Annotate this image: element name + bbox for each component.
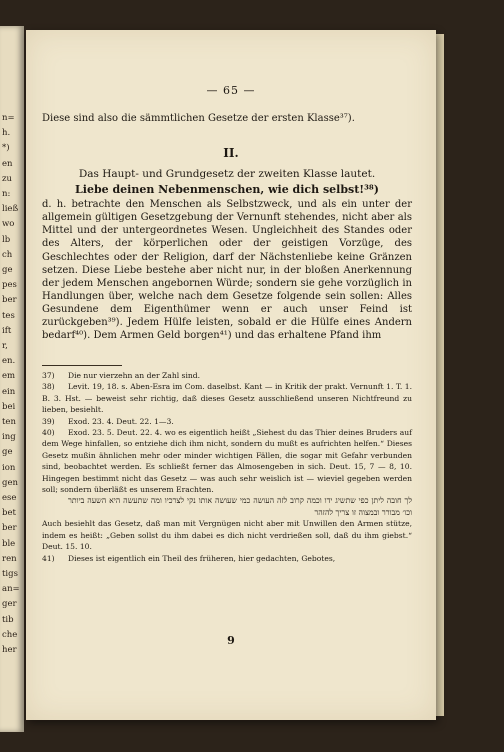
facing-page-fragment: ion <box>2 462 16 473</box>
facing-page-fragment: *) <box>2 143 10 154</box>
facing-page-fragment: ge <box>2 265 13 275</box>
page-number: — 65 — <box>206 84 256 97</box>
facing-page-fragment: ing <box>2 432 16 443</box>
footnote: 38) Levit. 19, 18. s. Aben-Esra im Com. daselbst. Kant — in Kritik der prakt. Vernunft 1. T. 1. B. 3. Hst. — beweist sehr richtig, daß dieses Gesetz ausschließend unseren Nichtfreund zu lieben, besiehlt. <box>42 382 412 415</box>
facing-page-fragment: lb <box>2 234 11 245</box>
facing-page-fragment: n: <box>2 189 11 199</box>
footnotes <box>42 370 412 564</box>
footnote: 37) Die nur vierzehn an der Zahl sind. <box>42 371 201 380</box>
facing-page-fragment: pes <box>2 280 17 291</box>
facing-page-fragment: her <box>2 645 17 655</box>
facing-page-fragment: tes <box>2 310 15 321</box>
footnote: 40) Exod. 23. 5. Deut. 22. 4. wo es eigentlich heißt „Siehest du das Thier deines Bruders auf dem Wege hinfallen, so entziehe dich ihm nicht, sondern du mußt es aufrichten helfen.“ Dieses Gesetz mußin ähnlichen mehr oder minder wichtigen Fällen, die sogar mit Gefahr verbunden sind, beobachtet werden. Es schließt ferner das Almosengeben in sich. Deut. 15, 7 — 8, 10. Hingegen bestimmt nicht das Gesetz — was auch sehr weislich ist — wieviel gegeben werden soll; sondern überläßt es unserem Erachten. <box>42 428 412 495</box>
footnote: 41) Dieses ist eigentlich ein Theil des früheren, hier gedachten, Gebotes, <box>42 553 336 563</box>
facing-page-fragment: ese <box>2 493 17 503</box>
facing-page-fragment: ließ <box>2 204 19 215</box>
facing-page-fragment: r, <box>2 341 8 351</box>
facing-page-fragment: bei <box>2 401 16 412</box>
motto: Liebe deinen Nebenmenschen, wie dich selbst!³⁸) <box>75 183 379 197</box>
facing-page-fragment: ber <box>2 295 17 306</box>
facing-page-fragment: tib <box>2 614 14 625</box>
signature-mark: 9 <box>227 634 235 647</box>
page-edge <box>436 34 444 716</box>
facing-page-fragment: em <box>2 371 16 382</box>
facing-page-fragment: gen <box>2 477 18 488</box>
intro-line: Diese sind also die sämmtlichen Gesetze der ersten Klasse³⁷). <box>42 113 355 124</box>
facing-page-fragment: h. <box>2 128 11 139</box>
main-text <box>42 168 412 342</box>
facing-page-fragment: ber <box>2 523 17 534</box>
subtitle: Das Haupt- und Grundgesetz der zweiten Klasse lautet. <box>78 168 376 180</box>
footnote-rule <box>42 365 122 366</box>
facing-page-fragment: tigs <box>2 569 18 579</box>
footnote: 39) Exod. 23. 4. Deut. 22. 1—3. <box>42 416 174 426</box>
facing-page-fragment: ten <box>2 417 16 427</box>
facing-page-fragment: ift <box>2 325 12 336</box>
facing-page-fragment: ein <box>2 386 16 397</box>
facing-page-fragment: an= <box>2 584 20 595</box>
facing-page-fragment: che <box>2 629 18 640</box>
facing-page-fragment: ger <box>2 599 17 610</box>
body-paragraph: d. h. betrachte den Menschen als Selbstzweck, und als ein unter der allgemein gültigen Gesetzgebung der Vernunft stehendes, nicht aber als Mittel und der untergeordnetes Wesen. Ungleichheit des Standes oder des Alters, der körperlichen oder der geistigen Vorzüge, des Geschlechtes oder der Religion, darf der Nächstenliebe keine Gränzen setzen. Diese Liebe bestehe aber nicht nur, in der bloßen Anerkennung der jedem Menschen angebornen Würde; sondern sie gehe vorzüglich in Handlungen über, welche nach dem Gesetze folgende sein sollen: Alles Gesundene dem Eigenthümer wenn er auch unser Feind ist zurückgeben³⁹). Jedem Hülfe leisten, sobald er die Hülfe eines Andern bedarf⁴⁰). Dem Armen Geld borgen⁴¹) und das erhaltene Pfand ihm <box>42 199 412 342</box>
book-page <box>26 30 436 720</box>
facing-page-fragment: en <box>2 158 13 169</box>
hebrew-quote: לך חובה ליתן כפי שתשיג ידו וכמה קרוב לזה העושה כמי שעושה אותו נקי לצרכיו ומה שתעשה היא השעה ביותר וכו׳ מבורר ובמצוה זו צריך להזהר <box>68 496 412 517</box>
facing-page-fragment: en. <box>2 356 16 367</box>
facing-page-fragment: ch <box>2 249 13 260</box>
facing-page-fragment: wo <box>2 219 15 230</box>
facing-page-fragment: ren <box>2 553 17 564</box>
footnote-continuation: Auch besiehlt das Gesetz, daß man mit Vergnügen nicht aber mit Unwillen den Armen stütze, indem es heißt: „Geben sollst du ihm dabei es dich nicht verdrießen soll, daß du ihm giebst.“ Deut. 15. 10. <box>42 519 412 552</box>
facing-page-fragment: n= <box>2 113 15 123</box>
facing-page-fragment: ble <box>2 538 16 549</box>
section-heading: II. <box>223 146 239 160</box>
facing-page-fragment: ge <box>2 447 13 458</box>
facing-page-fragment: bet <box>2 508 16 519</box>
facing-page-edge <box>0 26 24 732</box>
facing-page-fragment: zu <box>2 173 12 184</box>
